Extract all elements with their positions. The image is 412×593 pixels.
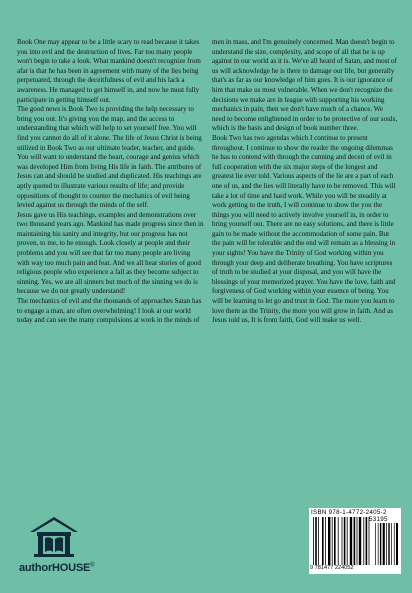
publisher-name: authorHOUSE® [19,562,95,574]
left-paragraph-4: The mechanics of evil and the thousands of approaches Satan has to engage a man, are often overwhelming! I look at our world today and can see the many compulsions at work in the minds of [17,297,202,325]
house-book-logo-icon [28,516,80,558]
right-paragraph-1: men in mass, and I'm genuinely concerned. Man doesn't begin to understand the size, complexity, and scope of all that he is up against in our world as it is. We've all heard of Satan, and most of us will acknowledge he is there to damage our life, but generally that's as far as our knowledge of him goes. It is our ignorance of him that make us most vulnerable. When we don't recognize the decisions we make are in league with supporting his working mechanics in pain, then we don't have much of a chance. We need to become enlightened in order to be protective of our souls, which is the basis and design of book number three. [212,38,398,133]
left-text-column [17,38,204,326]
left-paragraph-2: The good news is Book Two is providing the help necessary to bring you out. It's giving you the map, and the access to understanding that which will help to set yourself free. You will find you cannot do all of it alone. The life of Jesus Christ is being utilized in Book Two as our ultimate leader, teacher, and guide. You will want to understand the heart, courage and genius which was developed Him from living His life in faith. The attributes of Jesus can and should be studied and duplicated. His teachings are aptly quoted to illustrate various results of life; and provide oppositions of thought to counter the mechanics of evil being levied against us through the minds of the self. [17,105,202,210]
right-text-column [212,38,398,326]
left-paragraph-3: Jesus gave us His teachings, examples and demonstrations over two thousand years ago. Mankind has made progress since then in maintaining his sanity and integrity, but our progress has not proven, to me, to be enough. Look closely at people and their problems and you will see that far too many people are living with way too much pain and fear. And we all hear stories of good religious people who experience a fall as they become subject to sinning. Yes, we are all sinners but much of the sinning we do is because we do not greatly understand! [17,210,204,296]
barcode-digits: 9 781477 224052 [310,565,354,571]
isbn-text: ISBN 978-1-4772-2405-2 53195 [311,509,388,523]
barcode-icon [312,517,398,565]
right-paragraph-2: Book Two has two agendas which I continue to present throughout. I continue to show the reader the ongoing dilemmas he has to contend with through the cunning and deceit of evil in full cooperation with the six major steps of the longest and greatest lie ever told. Various aspects of the lie are a part of each one of us, and the lies will literally have to be removed. This will take a lot of time and hard work. While you will be steadily at work getting to the truth, I will continue to show the you the things you will need to actively involve yourself in, in order to bring yourself out. There are no easy solutions, and there is little gain to be made without the accommodation of some pain. But the pain will be tolerable and the end will remain as a blessing in your sights! You have the Trinity of God working within you through your deep and deliberate breathing. You have scriptures of truth to be studied at your disposal, and you will have the blessings of your memorized prayer. You have the love, faith and forgiveness of God working within your essence of being. You will be learning to let go and trust in God. The more you learn to love them as the Trinity, the more you will grow in faith. And as Jesus told us, It is from faith, God will make us well. [212,133,396,325]
left-paragraph-1: Book One may appear to be a little scary to read because it takes you into evil and the destruction of lives. Far too many people won't begin to take a look. What mankind doesn't recognize from afar is that he has been in agreement with many of the lies being perpetuated, through the deceitfulness of evil and his lack a awareness. He managed to get himself in, and now he must fully participate in getting himself out. [17,38,201,104]
barcode-label [309,508,401,574]
publisher-logo [16,516,96,576]
